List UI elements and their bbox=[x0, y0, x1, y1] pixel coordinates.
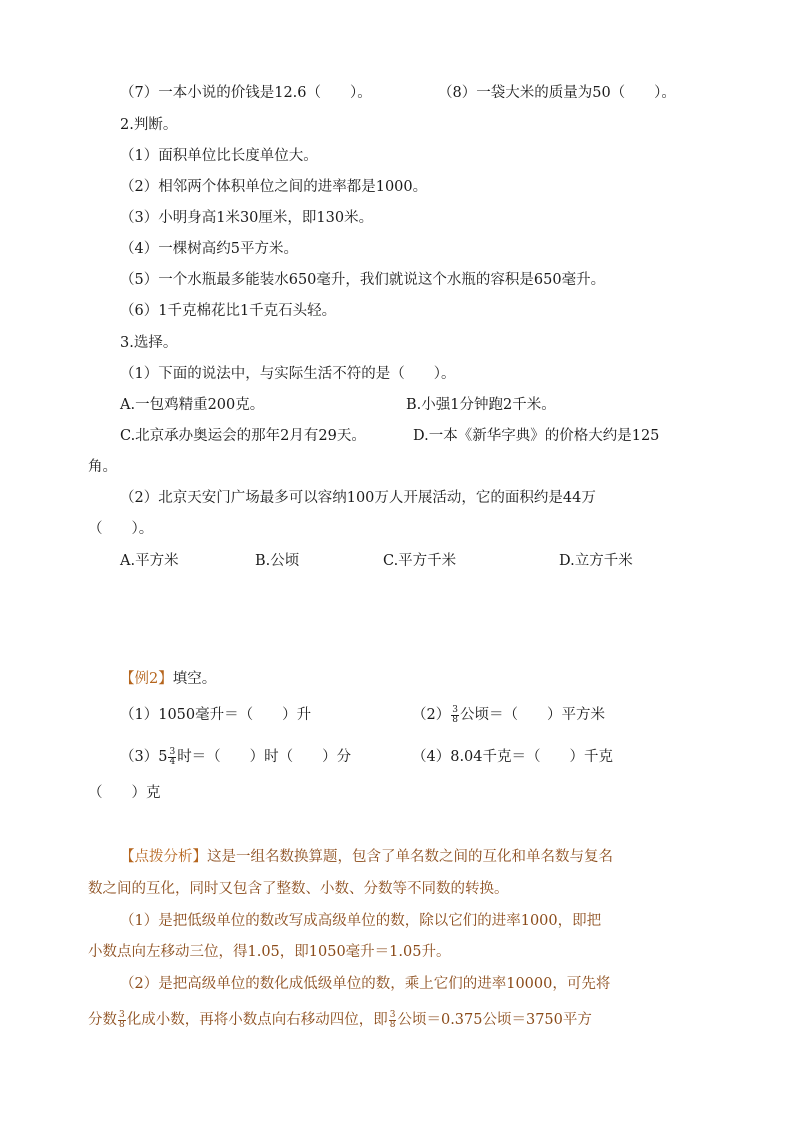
q2-item-3: （3）小明身高1米30厘米，即130米。 bbox=[120, 210, 374, 226]
q3-sub2-option-b: B.公顷 bbox=[255, 553, 300, 569]
q3-sub2-stem: （2）北京天安门广场最多可以容纳100万人开展活动，它的面积约是44万 bbox=[120, 490, 596, 506]
q2-item-6: （6）1千克棉花比1千克石头轻。 bbox=[120, 303, 337, 319]
fraction-3-8: $\frac{3}{8}$ bbox=[389, 1009, 396, 1030]
q3-sub2-option-d: D.立方千米 bbox=[559, 553, 633, 569]
q2-item-2: （2）相邻两个体积单位之间的进率都是1000。 bbox=[120, 179, 428, 195]
q1-item-8: （8）一袋大米的质量为50（ ）。 bbox=[438, 85, 676, 101]
fraction-3-8: $\frac{3}{8}$ bbox=[452, 704, 458, 725]
analysis-line-3: （1）是把低级单位的数改写成高级单位的数，除以它们的进率1000，即把 bbox=[120, 913, 602, 929]
example2-part-3: （3）5 $\frac{3}{4}$ 时＝（ ）时（ ）分 bbox=[120, 746, 352, 767]
example2-heading bbox=[120, 669, 216, 689]
q3-sub2-option-c: C.平方千米 bbox=[383, 553, 457, 569]
analysis-line-4: 小数点向左移动三位，得1.05，即1050毫升＝1.05升。 bbox=[88, 944, 451, 960]
example2-part-4-cont: （ ）克 bbox=[88, 785, 161, 801]
example2-tag: 【例2】 bbox=[120, 671, 173, 687]
q2-heading: 2.判断。 bbox=[120, 117, 178, 133]
q3-sub1-option-a: A.一包鸡精重200克。 bbox=[120, 397, 265, 413]
example2-part-4: （4）8.04千克＝（ ）千克 bbox=[412, 749, 614, 765]
q3-sub1-option-b: B.小强1分钟跑2千米。 bbox=[406, 397, 556, 413]
q3-sub1-stem: （1）下面的说法中，与实际生活不符的是（ ）。 bbox=[120, 366, 456, 382]
q3-sub1-option-d: D.一本《新华字典》的价格大约是125 bbox=[413, 428, 660, 444]
q3-sub2-stem-cont: （ ）。 bbox=[88, 521, 154, 537]
q2-item-5: （5）一个水瓶最多能装水650毫升，我们就说这个水瓶的容积是650毫升。 bbox=[120, 272, 606, 288]
q3-sub1-option-c: C.北京承办奥运会的那年2月有29天。 bbox=[120, 428, 366, 444]
q3-heading: 3.选择。 bbox=[120, 335, 178, 351]
analysis-tag: 【点拨分析】 bbox=[120, 849, 207, 865]
analysis-line-5: （2）是把高级单位的数化成低级单位的数，乘上它们的进率10000，可先将 bbox=[120, 976, 611, 992]
fraction-3-8: $\frac{3}{8}$ bbox=[119, 1009, 125, 1030]
example2-part-2: （2） $\frac{3}{8}$ 公顷＝（ ）平方米 bbox=[412, 704, 605, 725]
q3-sub1-option-d-cont: 角。 bbox=[88, 459, 117, 475]
example2-part-1: （1）1050毫升＝（ ）升 bbox=[120, 707, 312, 723]
analysis-line-2: 数之间的互化，同时又包含了整数、小数、分数等不同数的转换。 bbox=[88, 881, 509, 897]
fraction-3-4: $\frac{3}{4}$ bbox=[169, 746, 176, 767]
analysis-line-6: 分数 $\frac{3}{8}$ 化成小数，再将小数点向右移动四位，即 $\frac{3}{8}$ 公顷＝0.375公顷＝3750平方 bbox=[88, 1009, 592, 1030]
q1-item-7: （7）一本小说的价钱是12.6（ ）。 bbox=[120, 85, 372, 101]
analysis-line-1: 【点拨分析】这是一组名数换算题，包含了单名数之间的互化和单名数与复名 bbox=[120, 849, 613, 865]
example2-title: 填空。 bbox=[172, 671, 217, 687]
q3-sub2-option-a: A.平方米 bbox=[120, 553, 179, 569]
q2-item-4: （4）一棵树高约5平方米。 bbox=[120, 241, 298, 257]
q2-item-1: （1）面积单位比长度单位大。 bbox=[120, 148, 318, 164]
